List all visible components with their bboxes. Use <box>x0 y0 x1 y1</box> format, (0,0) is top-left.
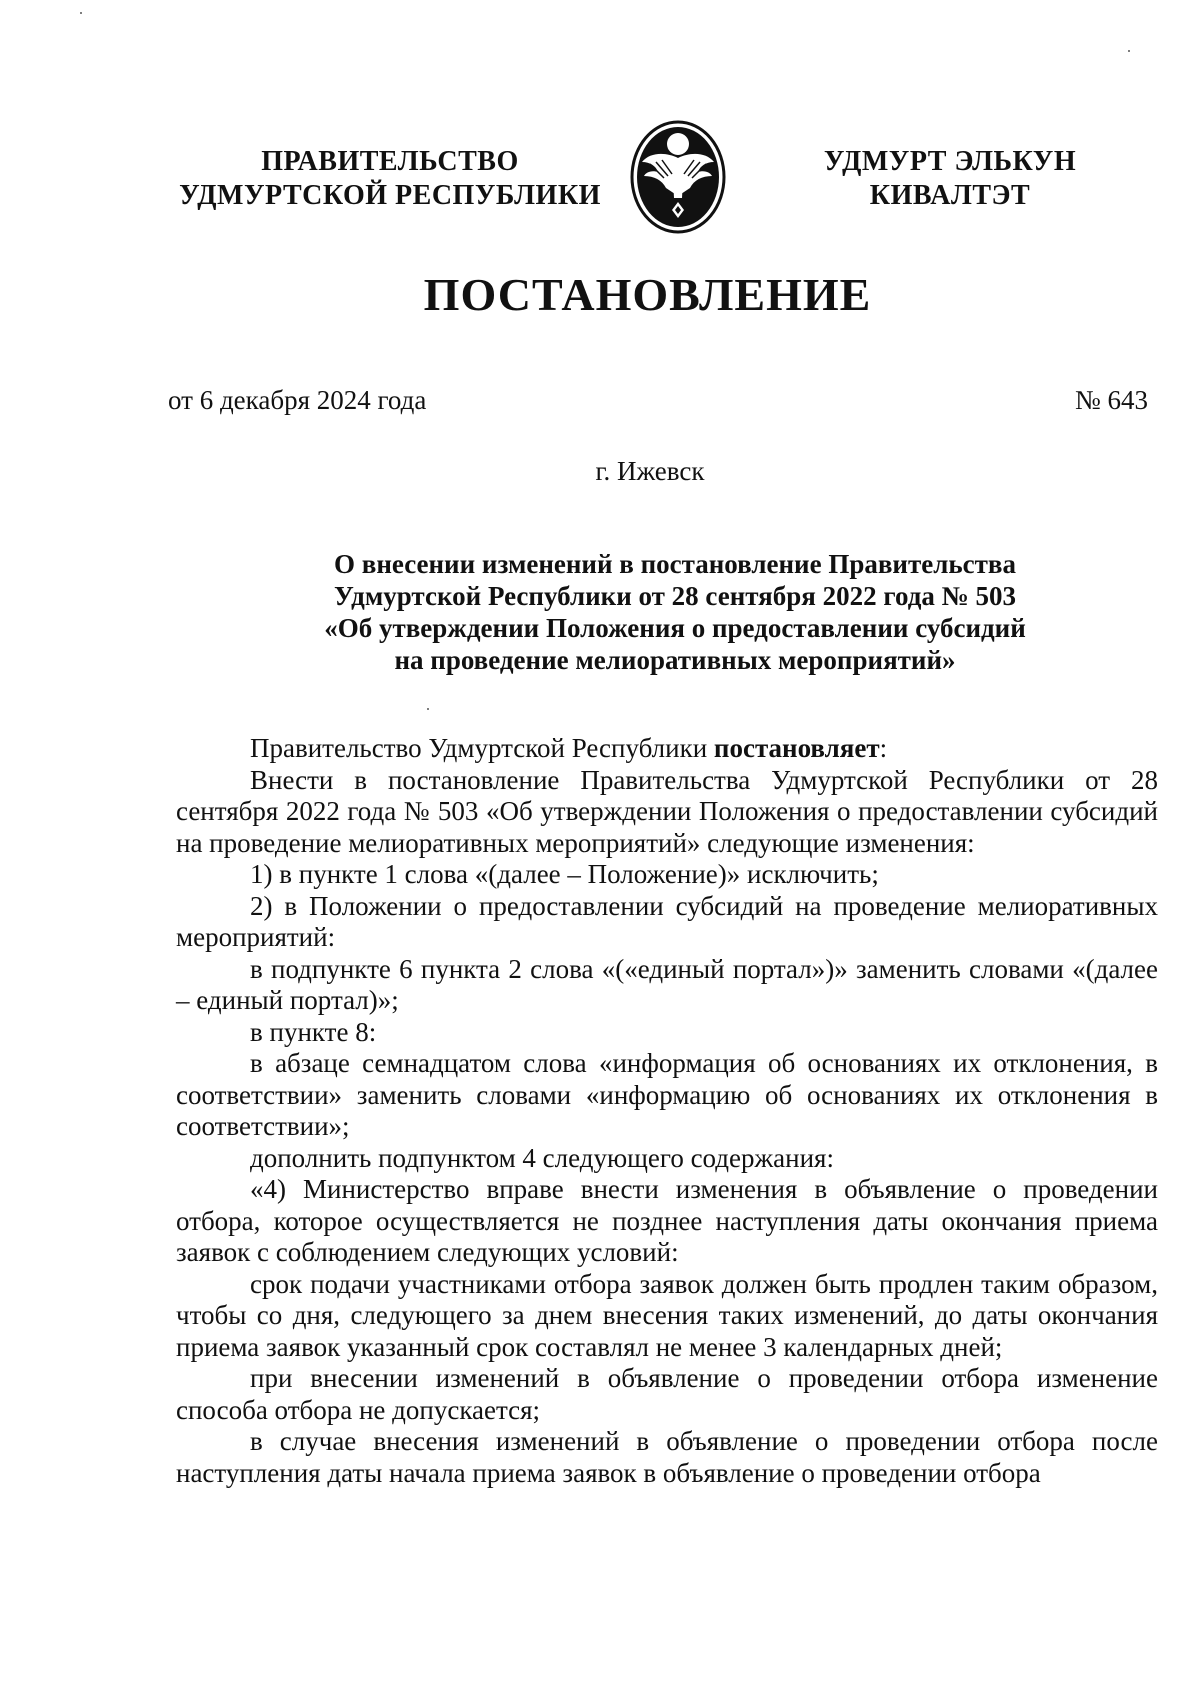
subject-line: О внесении изменений в постановление Правительства <box>334 549 1016 579</box>
scan-speck <box>1128 50 1130 52</box>
body-paragraph: в подпункте 6 пункта 2 слова «(«единый портал»)» заменить словами «(далее – единый портал)»; <box>176 953 1158 1015</box>
issuer-line-2: УДМУРТСКОЙ РЕСПУБЛИКИ <box>179 180 601 211</box>
body-paragraph: дополнить подпунктом 4 следующего содержания: <box>250 1142 834 1173</box>
body-paragraph: в случае внесения изменений в объявление о проведении отбора после наступления даты начала приема заявок в объявление о проведении отбора <box>176 1426 1158 1488</box>
document-body <box>176 733 1158 1489</box>
issuer-udmurt-line-2: КИВАЛТЭТ <box>869 180 1031 211</box>
subject-line: на проведение мелиоративных мероприятий» <box>394 645 956 675</box>
document-type-title: ПОСТАНОВЛЕНИЕ <box>423 269 872 320</box>
body-paragraph: «4) Министерство вправе внести изменения в объявление о проведении отбора, которое осуществляется не позднее наступления даты окончания приема заявок с соблюдением следующих условий: <box>176 1174 1158 1267</box>
resolves-colon: : <box>879 733 888 763</box>
issuer-name-udmurt <box>790 145 1110 213</box>
document-city: г. Ижевск <box>595 456 705 486</box>
document-number: № 643 <box>1074 385 1148 415</box>
document-date: от 6 декабря 2024 года <box>168 385 427 415</box>
body-paragraph: 2) в Положении о предоставлении субсидий на проведение мелиоративных мероприятий: <box>176 890 1158 952</box>
subject-line: «Об утверждении Положения о предоставлении субсидий <box>324 613 1026 643</box>
scan-speck <box>80 12 82 14</box>
body-paragraph: в пункте 8: <box>250 1016 377 1047</box>
issuer-udmurt-line-1: УДМУРТ ЭЛЬКУН <box>823 146 1077 177</box>
body-paragraph: в абзаце семнадцатом слова «информация об основаниях их отклонения, в соответствии» заменить словами «информацию об основаниях их отклонения в соответствии»; <box>176 1048 1158 1141</box>
resolves-text: Правительство Удмуртской Республики <box>250 733 714 763</box>
subject-line: Удмуртской Республики от 28 сентября 2022 года № 503 <box>333 581 1017 611</box>
document-subject <box>240 548 1110 676</box>
issuer-line-1: ПРАВИТЕЛЬСТВО <box>261 146 519 177</box>
body-paragraph: Внести в постановление Правительства Удмуртской Республики от 28 сентября 2022 года № 503 «Об утверждении Положения о предоставлении субсидий на проведение мелиоративных мероприятий» следующие изменения: <box>176 764 1158 858</box>
body-paragraph: при внесении изменений в объявление о проведении отбора изменение способа отбора не допускается; <box>176 1363 1158 1425</box>
resolves-keyword: постановляет <box>713 733 880 763</box>
body-paragraph: 1) в пункте 1 слова «(далее – Положение)» исключить; <box>250 859 879 889</box>
body-paragraph-resolves <box>176 733 1158 765</box>
body-paragraph: срок подачи участниками отбора заявок должен быть продлен таким образом, чтобы со дня, следующего за днем внесения таких изменений, до даты окончания приема заявок указанный срок составлял не менее 3 календарных дней; <box>176 1268 1158 1362</box>
issuer-name-russian <box>170 145 610 213</box>
scan-speck <box>427 708 429 710</box>
udmurtia-emblem-icon <box>628 118 728 236</box>
